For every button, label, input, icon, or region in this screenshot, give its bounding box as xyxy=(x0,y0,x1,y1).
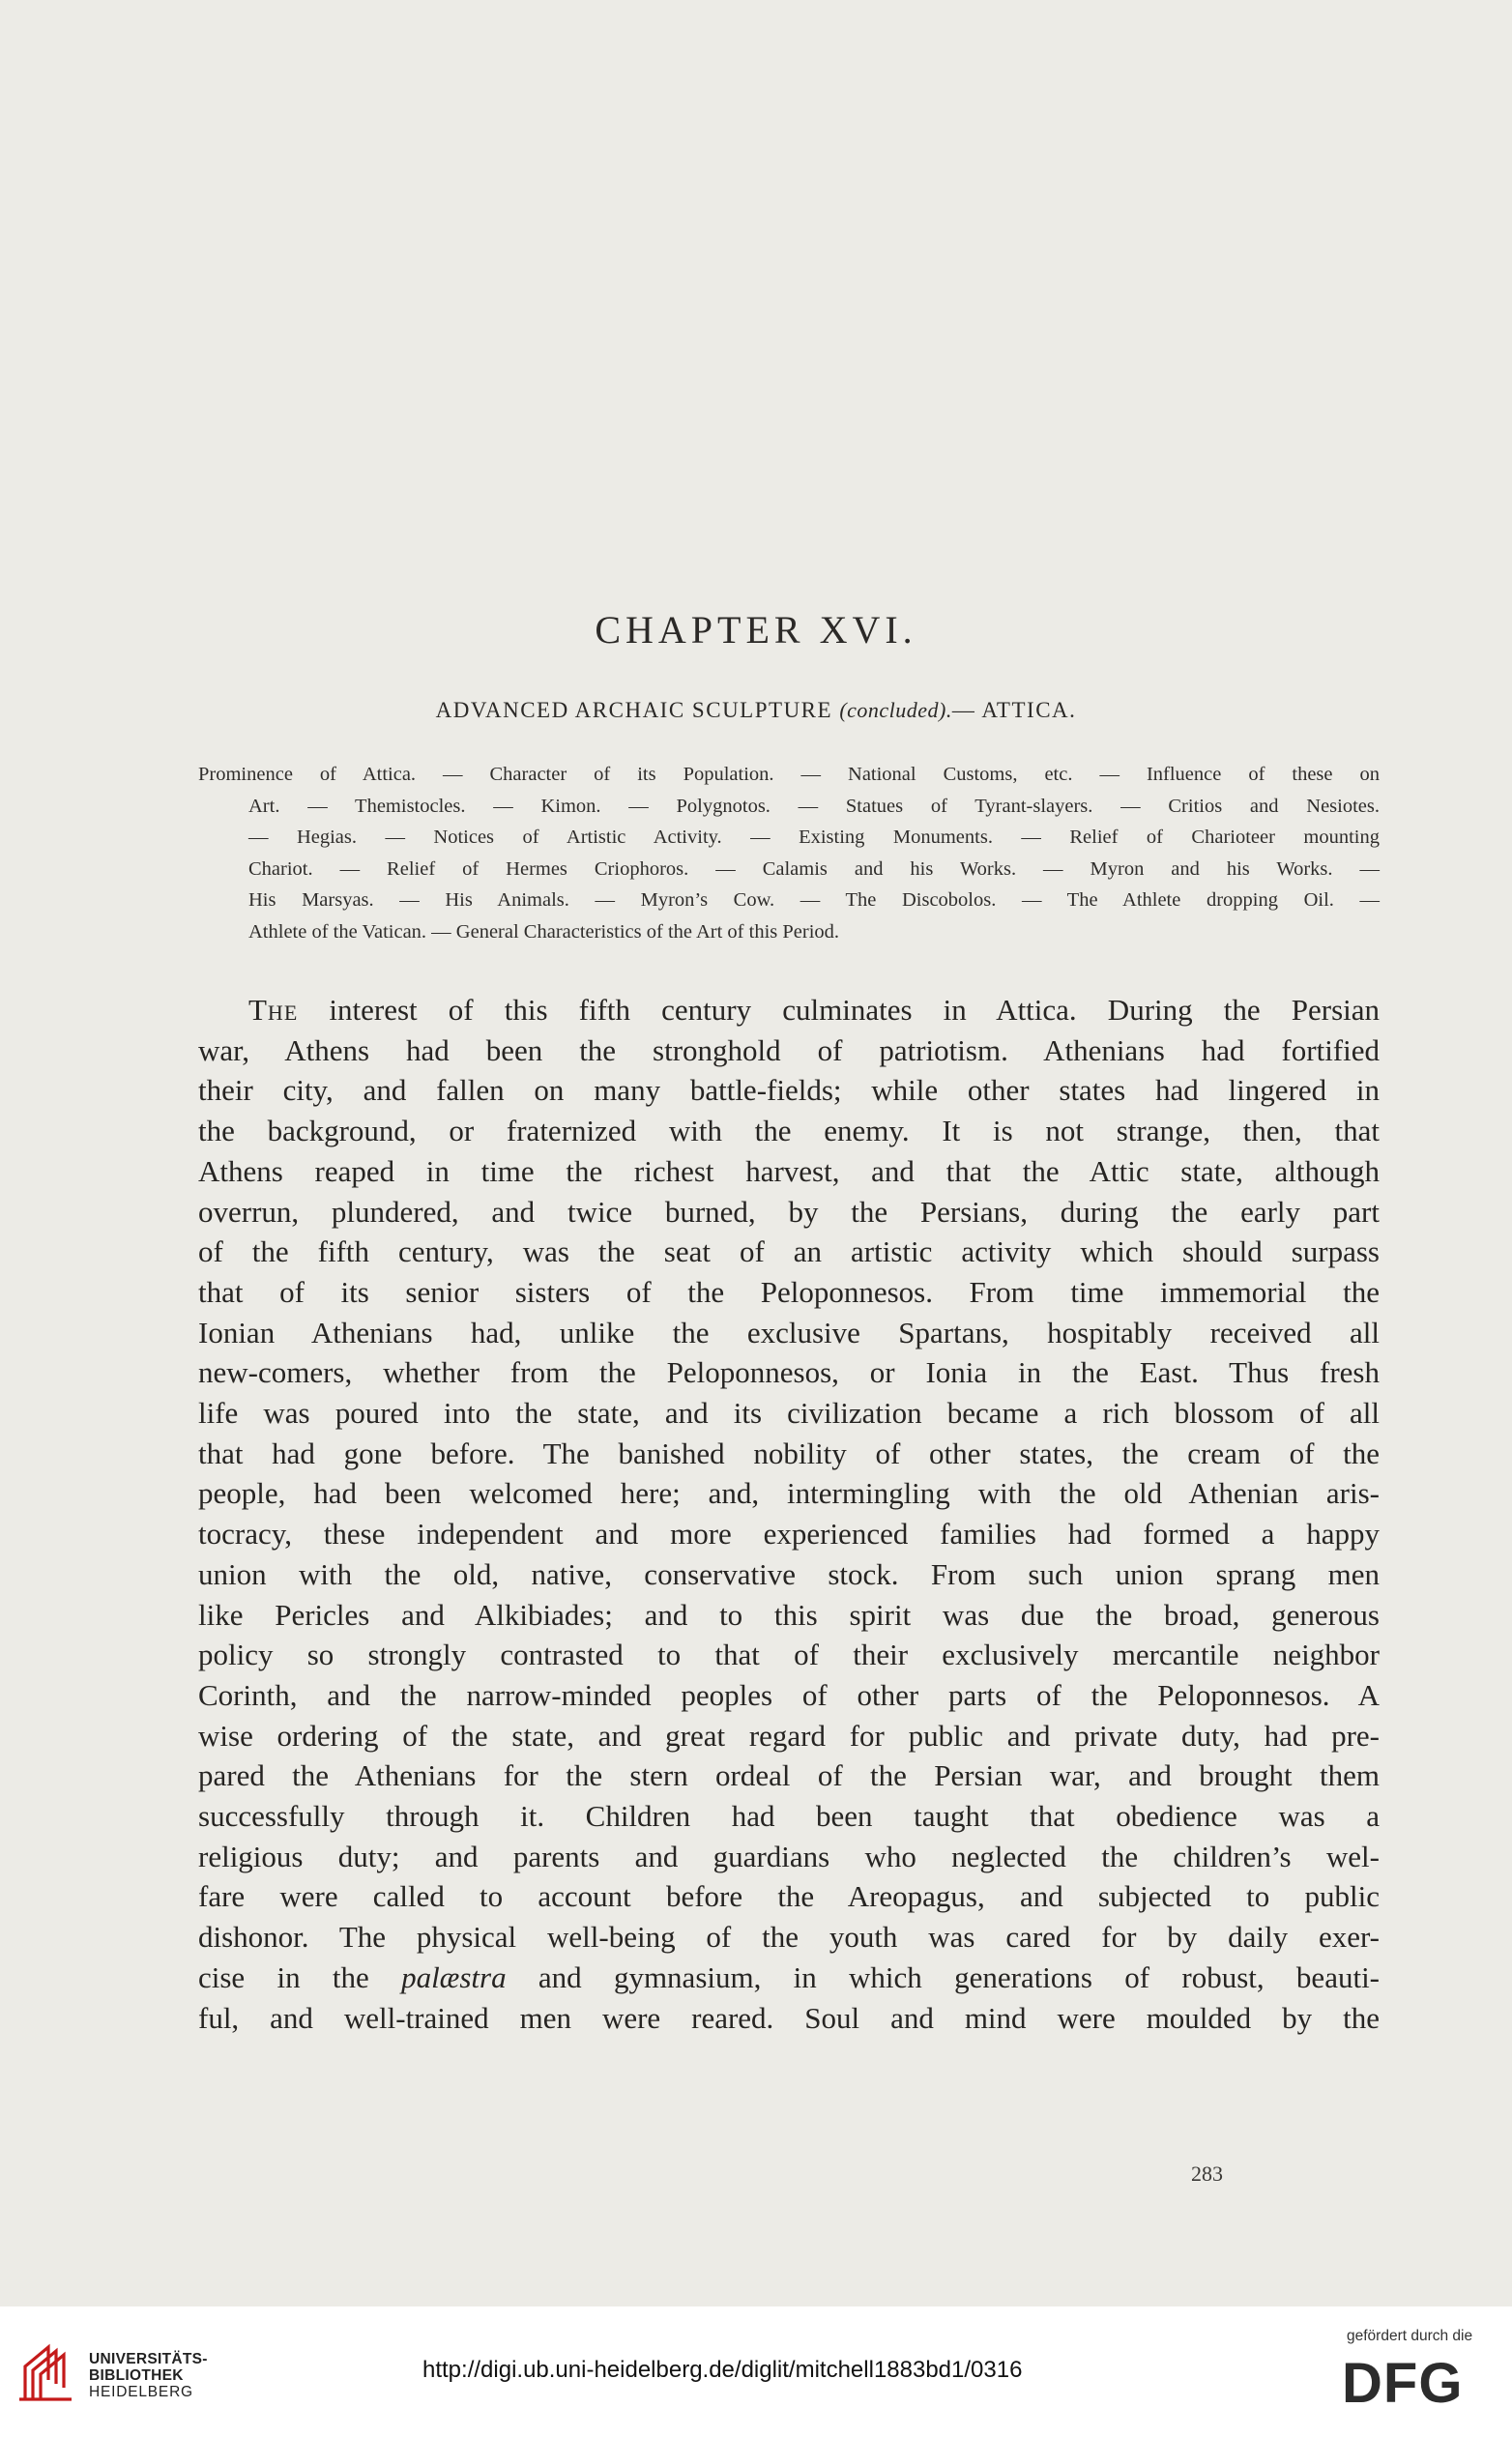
body-line xyxy=(198,990,1380,1030)
summary-line: Art. — Themistocles. — Kimon. — Polygnotos. — Statues of Tyrant-slayers. — Critios and Nesiotes. xyxy=(248,795,1380,817)
page-number: 283 xyxy=(1191,2161,1223,2186)
body-line: overrun, plundered, and twice burned, by the Persians, during the early part xyxy=(198,1194,1380,1229)
summary-line: — Hegias. — Notices of Artistic Activity. — Existing Monuments. — Relief of Charioteer mounting xyxy=(248,827,1380,848)
source-url-link[interactable]: http://digi.ub.uni-heidelberg.de/diglit/mitchell1883bd1/0316 xyxy=(422,2357,1023,2383)
body-line: ful, and well-trained men were reared. Soul and mind were moulded by the xyxy=(198,2000,1380,2035)
chapter-title: CHAPTER XVI. xyxy=(595,608,917,652)
body-line: that had gone before. The banished nobility of other states, the cream of the xyxy=(198,1436,1380,1470)
body-line: union with the old, native, conservative stock. From such union sprang men xyxy=(198,1556,1380,1591)
body-line-text: interest of this fifth century culminates in Attica. During the Persian xyxy=(329,993,1381,1027)
library-line: UNIVERSITÄTS- xyxy=(89,2351,208,2367)
subtitle-end: — ATTICA. xyxy=(951,698,1077,722)
body-line: fare were called to account before the Areopagus, and subjected to public xyxy=(198,1879,1380,1914)
body-line: their city, and fallen on many battle-fields; while other states had lingered in xyxy=(198,1073,1380,1108)
summary-line: Chariot. — Relief of Hermes Criophoros. — Calamis and his Works. — Myron and his Works. — xyxy=(248,857,1380,880)
body-line: people, had been welcomed here; and, intermingling with the old Athenian aris- xyxy=(198,1476,1380,1511)
body-line: Athens reaped in time the richest harvest, and that the Attic state, although xyxy=(198,1153,1380,1188)
body-line: tocracy, these independent and more experienced families had formed a happy xyxy=(198,1517,1380,1552)
body-line-text: cise in the xyxy=(198,1959,369,1994)
body-line: dishonor. The physical well-being of the youth was cared for by daily exer- xyxy=(198,1920,1380,1955)
body-line: Ionian Athenians had, unlike the exclusive Spartans, hospitably received all xyxy=(198,1315,1380,1349)
summary-line: Athlete of the Vatican. — General Characteristics of the Art of this Period. xyxy=(248,920,840,943)
body-line: successfully through it. Children had been taught that obedience was a xyxy=(198,1799,1380,1834)
library-line: HEIDELBERG xyxy=(89,2384,193,2400)
italic-word: palæstra xyxy=(401,1959,507,1994)
body-line: religious duty; and parents and guardians who neglected the children’s wel- xyxy=(198,1839,1380,1873)
body-line: wise ordering of the state, and great regard for public and private duty, had pre- xyxy=(198,1718,1380,1753)
subtitle-concluded: (concluded). xyxy=(839,698,952,722)
chapter-subtitle xyxy=(0,698,1512,723)
body-line: war, Athens had been the stronghold of patriotism. Athenians had fortified xyxy=(198,1032,1380,1067)
library-line: BIBLIOTHEK xyxy=(89,2367,184,2384)
body-line: that of its senior sisters of the Peloponnesos. From time immemorial the xyxy=(198,1274,1380,1309)
library-name xyxy=(89,2351,208,2400)
body-line-text: and gymnasium, in which generations of robust, beauti- xyxy=(538,1959,1381,1994)
body-line: the background, or fraternized with the enemy. It is not strange, then, that xyxy=(198,1114,1380,1148)
body-line: policy so strongly contrasted to that of their exclusively mercantile neighbor xyxy=(198,1638,1380,1672)
body-text xyxy=(198,990,1380,2038)
first-word: The xyxy=(248,993,299,1027)
body-line: new-comers, whether from the Peloponnesos, or Ionia in the East. Thus fresh xyxy=(198,1355,1380,1390)
body-line: Corinth, and the narrow-minded peoples of other parts of the Peloponnesos. A xyxy=(198,1677,1380,1712)
body-line xyxy=(198,1958,1380,1998)
dfg-logo[interactable]: DFG xyxy=(1342,2352,1464,2415)
ub-heidelberg-logo-icon[interactable] xyxy=(17,2341,75,2405)
body-line: of the fifth century, was the seat of an artistic activity which should surpass xyxy=(198,1234,1380,1269)
chapter-summary xyxy=(198,759,1380,947)
subtitle-main: ADVANCED ARCHAIC SCULPTURE xyxy=(435,698,833,722)
summary-line: Prominence of Attica. — Character of its Population. — National Customs, etc. — Influence of these on xyxy=(198,764,1380,785)
footer-bar xyxy=(0,2306,1512,2437)
funded-by-caption: gefördert durch die xyxy=(1347,2328,1473,2344)
summary-line: His Marsyas. — His Animals. — Myron’s Cow. — The Discobolos. — The Athlete dropping Oil. — xyxy=(248,889,1380,911)
body-line: life was poured into the state, and its civilization became a rich blossom of all xyxy=(198,1396,1380,1431)
body-line: pared the Athenians for the stern ordeal of the Persian war, and brought them xyxy=(198,1758,1380,1793)
body-line: like Pericles and Alkibiades; and to this spirit was due the broad, generous xyxy=(198,1597,1380,1632)
